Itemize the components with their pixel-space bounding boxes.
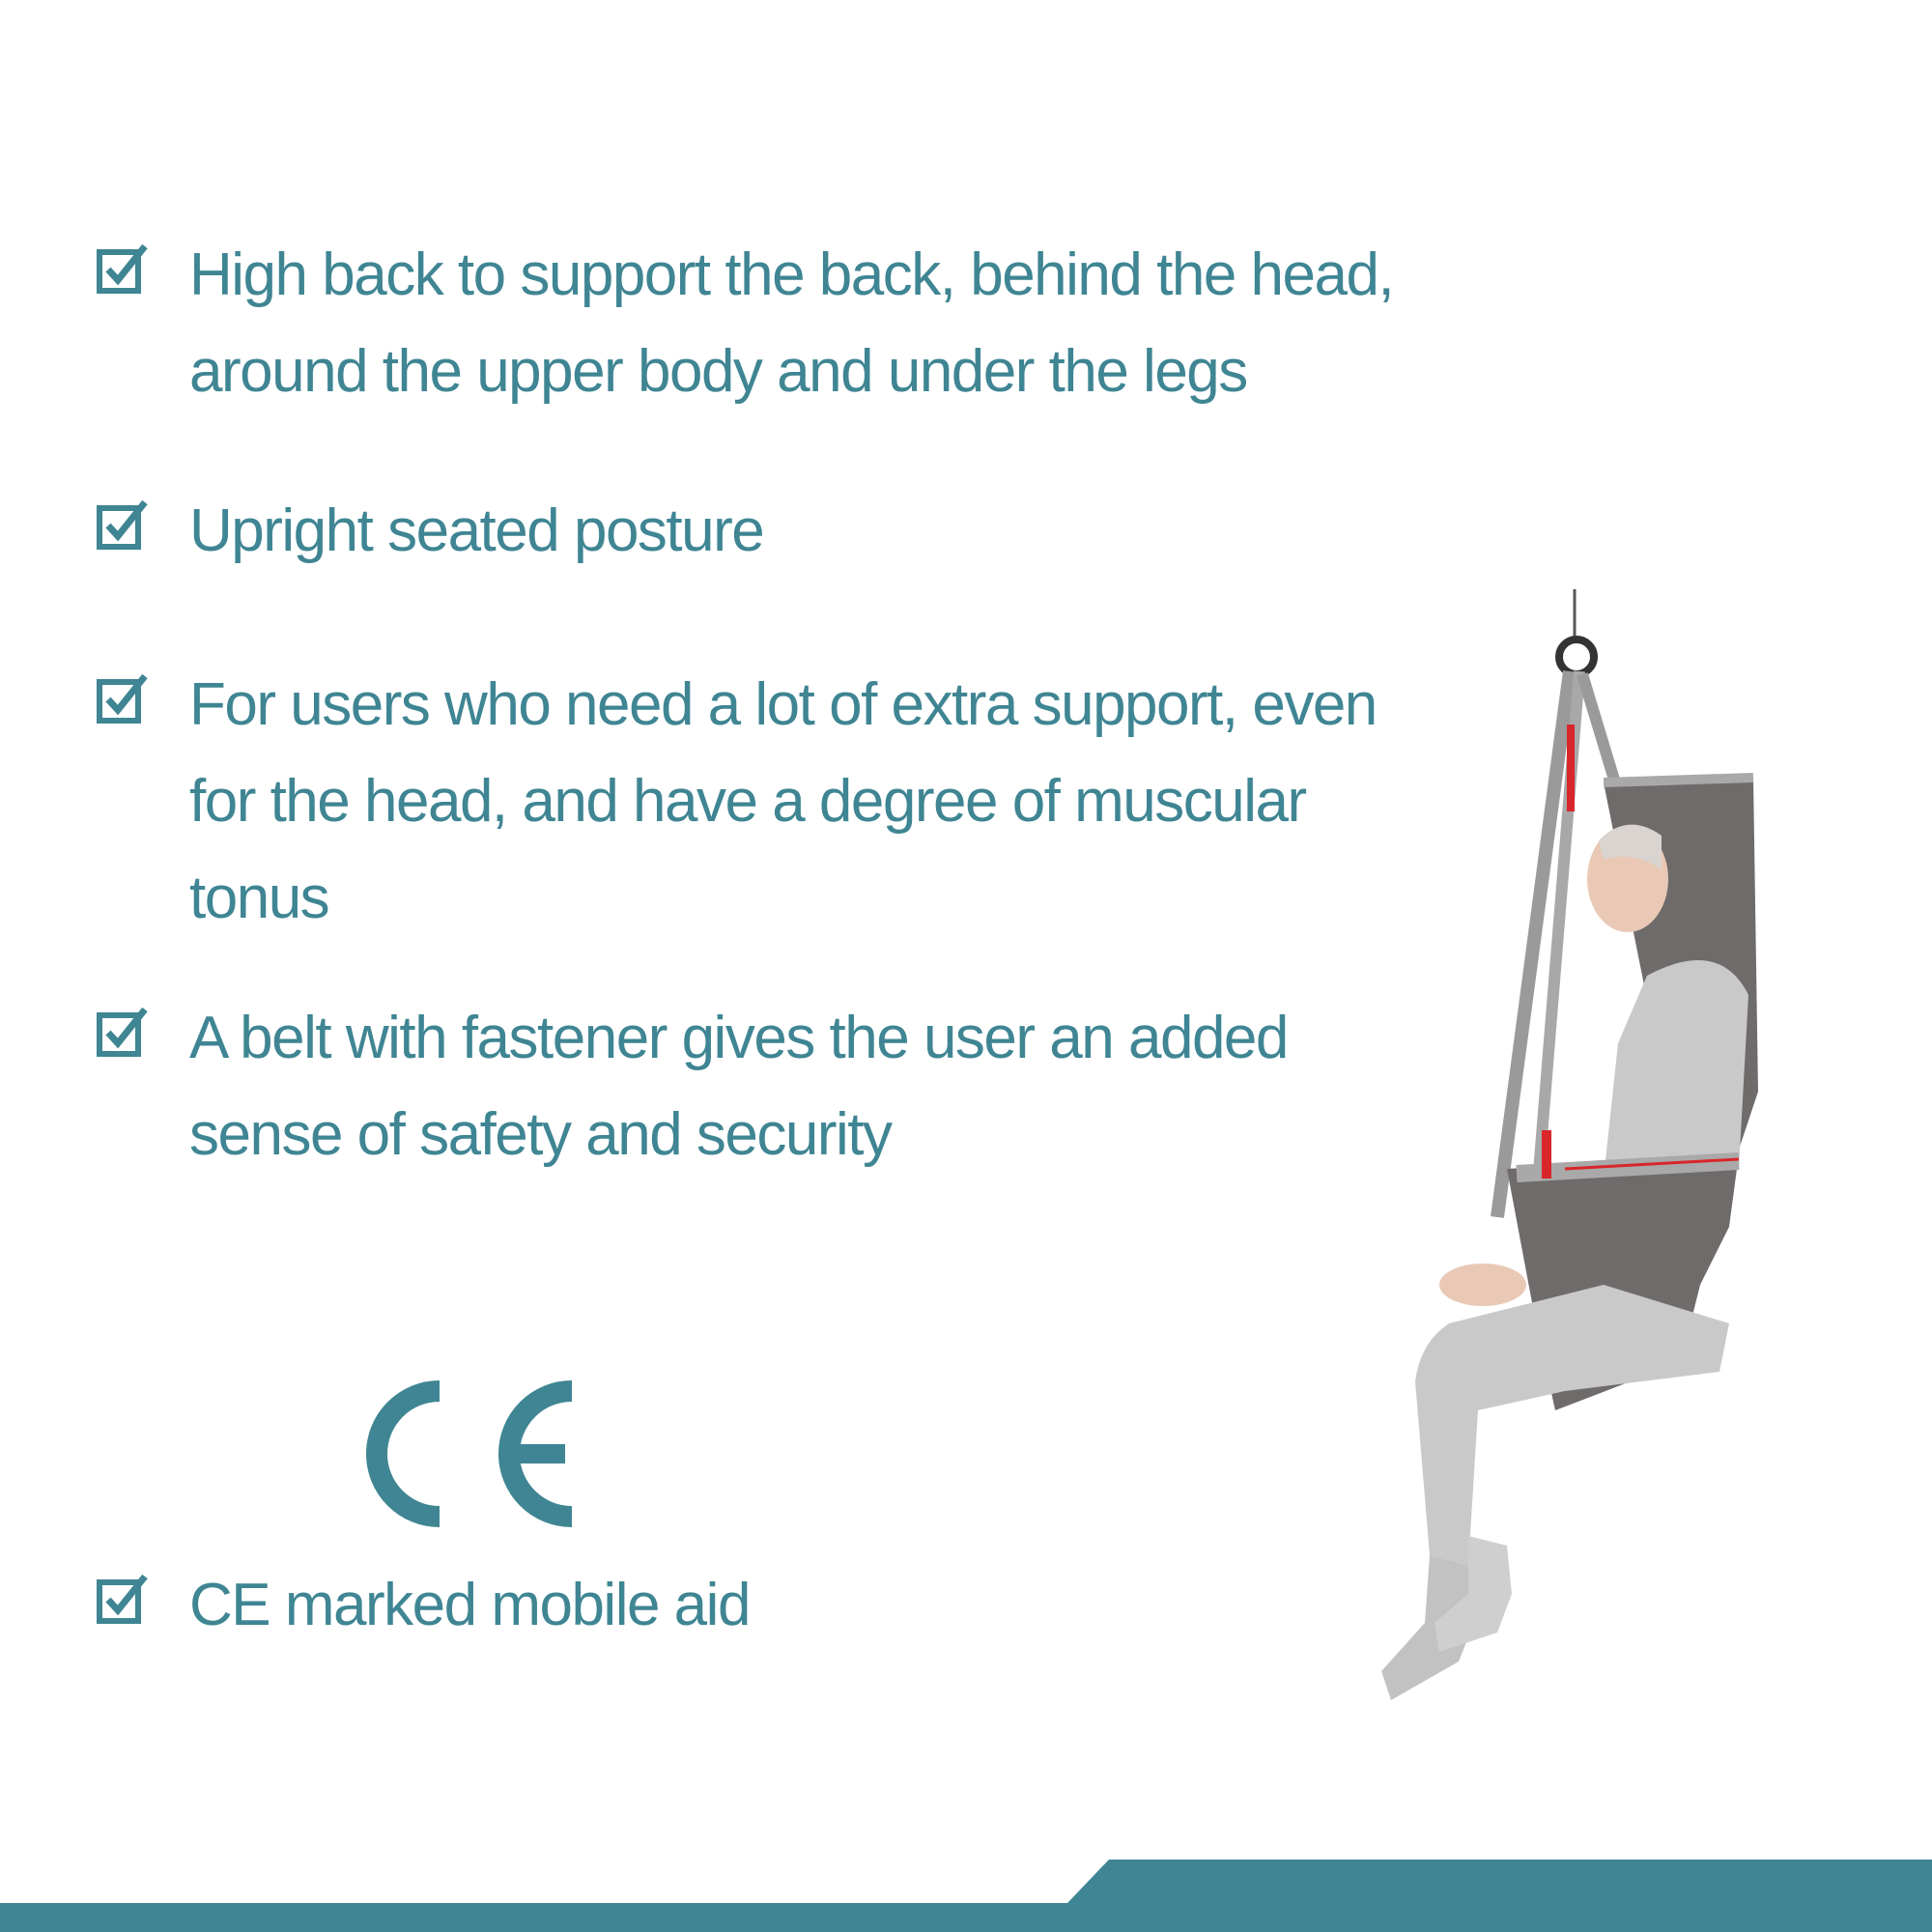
feature-text: CE marked mobile aid	[189, 1572, 750, 1638]
checkbox-checked-icon	[97, 670, 151, 724]
feature-item-upright-posture	[97, 483, 763, 580]
product-sling-image	[1314, 589, 1816, 1748]
ce-mark-icon	[348, 1372, 580, 1536]
checkbox-checked-icon	[97, 1004, 151, 1058]
feature-item-ce-marked	[97, 1557, 750, 1654]
feature-item-high-back	[97, 227, 1393, 420]
feature-item-extra-support	[97, 657, 1377, 947]
feature-text: For users who need a lot of extra support, even for the head, and have a degree of muscular tonus	[189, 671, 1377, 931]
checkbox-checked-icon	[97, 1571, 151, 1625]
feature-text: A belt with fastener gives the user an added sense of safety and security	[189, 1005, 1288, 1168]
feature-text: High back to support the back, behind the head, around the upper body and under the legs	[189, 242, 1394, 405]
checkbox-checked-icon	[97, 241, 151, 295]
footer-band	[0, 1860, 1932, 1932]
checkbox-checked-icon	[97, 497, 151, 551]
feature-text: Upright seated posture	[189, 497, 764, 564]
feature-item-belt-fastener	[97, 990, 1288, 1183]
